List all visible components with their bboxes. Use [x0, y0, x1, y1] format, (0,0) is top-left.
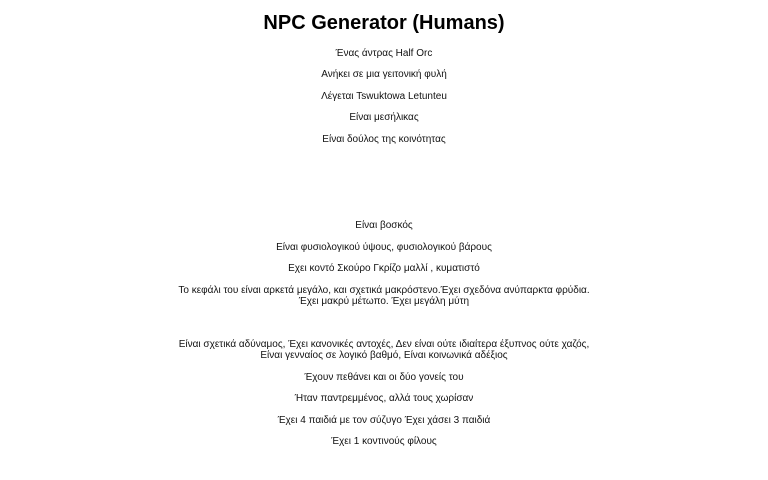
npc-race-line: Ένας άντρας Half Orc [335, 48, 433, 59]
npc-physique-line: Είναι φυσιολογικού ύψους, φυσιολογικού βάρους [276, 242, 492, 253]
npc-friends-line: Έχει 1 κοντινούς φίλους [331, 436, 437, 447]
page-title: NPC Generator (Humans) [263, 12, 505, 34]
npc-parents-line: Έχουν πεθάνει και οι δύο γονείς του [304, 372, 464, 383]
npc-traits-line-2: Είναι γενναίος σε λογικό βαθμό, Είναι κοινωνικά αδέξιος [260, 350, 508, 361]
npc-hair-line: Εχει κοντό Σκούρο Γκρίζο μαλλί , κυματιστό [288, 263, 480, 274]
npc-face-line-2: Έχει μακρύ μέτωπο. Έχει μεγάλη μύτη [298, 296, 470, 307]
npc-social-status-line: Είναι δούλος της κοινότητας [322, 134, 446, 145]
npc-name-line: Λέγεται Tswuktowa Letunteu [321, 91, 447, 102]
npc-age-line: Είναι μεσήλικας [349, 112, 419, 123]
npc-children-line: Έχει 4 παιδιά με τον σύζυγο Έχει χάσει 3 παιδιά [277, 415, 491, 426]
npc-tribe-line: Ανήκει σε μια γειτονική φυλή [321, 69, 447, 80]
npc-face-line-1: Το κεφάλι του είναι αρκετά μεγάλο, και σχετικά μακρόστενο.Έχει σχεδόνα ανύπαρκτα φρύδια. [178, 285, 590, 296]
npc-traits-line-1: Είναι σχετικά αδύναμος, Έχει κανονικές αντοχές, Δεν είναι ούτε ιδιαίτερα έξυπνος ούτε χαζός, [178, 339, 590, 350]
npc-marriage-line: Ήταν παντρεμμένος, αλλά τους χωρίσαν [294, 393, 474, 404]
npc-occupation-line: Είναι βοσκός [355, 220, 413, 231]
